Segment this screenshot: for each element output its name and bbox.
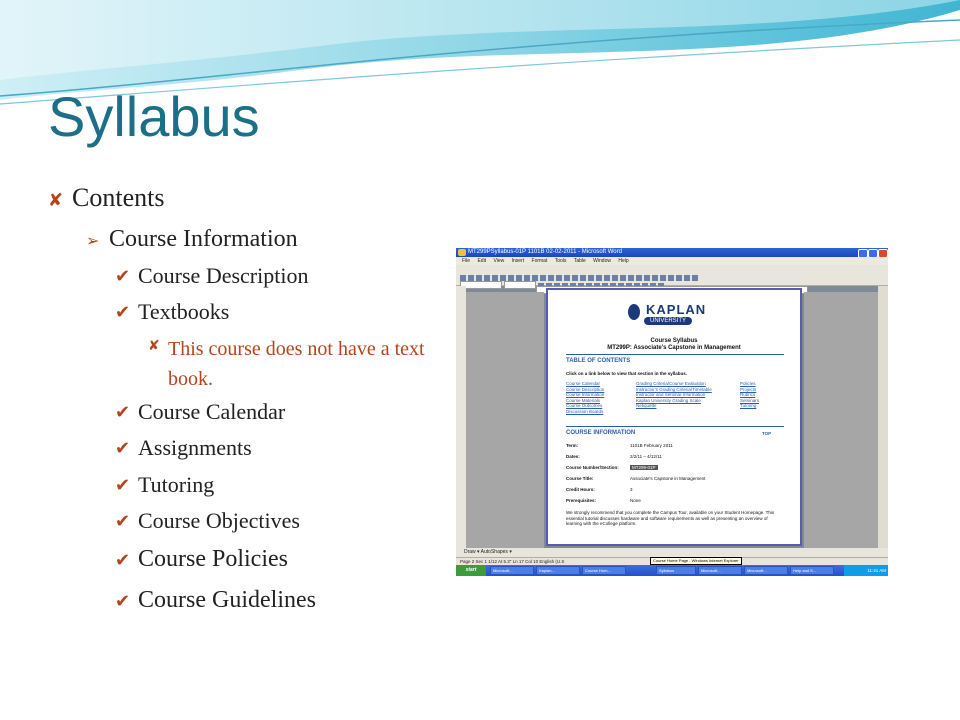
field-value: 3 [630, 487, 633, 492]
field-row [566, 443, 673, 448]
toc-link: Instructor and Seminar Information [636, 392, 706, 397]
divider [566, 426, 784, 427]
toc-link: Course Information [566, 392, 605, 397]
field-row [566, 454, 662, 459]
toc-link: Kaplan University Grading Scale [636, 397, 701, 403]
formatting-toolbar-icons [460, 276, 666, 282]
info-heading: COURSE INFORMATION [566, 430, 636, 436]
x-bullet-icon: ✘ [48, 190, 64, 211]
list-item: Textbooks [138, 299, 230, 324]
field-value: 1101B February 2011 [630, 443, 673, 448]
toc-heading: TABLE OF CONTENTS [566, 358, 631, 364]
menu-help: Help [618, 258, 629, 264]
menu-window: Window [593, 258, 611, 264]
x-bullet-icon: ✘ [148, 338, 160, 354]
toc-link: Course Materials [566, 397, 601, 403]
kaplan-logo [628, 300, 728, 330]
field-label: Course Title: [566, 476, 594, 481]
menu-tools: Tools [554, 258, 567, 264]
toc-column-3 [740, 381, 759, 409]
list-item: Assignments [138, 435, 252, 460]
list-item: Course Information [109, 226, 298, 252]
workspace-left [466, 292, 544, 548]
menu-view: View [493, 258, 505, 264]
toc-link: Course Description [566, 386, 605, 392]
field-value: Associate's Capstone in Management [630, 476, 706, 481]
check-bullet-icon: ✔ [115, 266, 131, 287]
field-row [566, 487, 633, 492]
toc-link: Grading Criteria/Course Evaluation [636, 381, 706, 386]
list-item: Contents [72, 183, 165, 212]
field-label: Course Number/Section: [566, 465, 619, 470]
toolbar-icons [460, 268, 700, 274]
field-row [566, 465, 658, 470]
menu-format: Format [531, 258, 548, 264]
toc-column-1 [566, 381, 604, 414]
window-title: MT299PSyllabus-01P 1101B 02-02-2011 - Microsoft Word [456, 248, 888, 257]
toc-link: Course Calendar [566, 381, 601, 386]
toc-link: Rubrics [740, 392, 756, 397]
slide-title: Syllabus [48, 85, 260, 148]
app-icon [458, 249, 466, 256]
logo-top-text: KAPLAN [646, 302, 707, 317]
system-clock: 11:41 AM [844, 565, 888, 576]
menu-edit: Edit [477, 258, 487, 264]
field-value: None [630, 498, 641, 503]
field-label: Dates: [566, 454, 580, 459]
vertical-ruler [456, 286, 466, 548]
doc-subtitle: MT299P: Associate's Capstone in Management [607, 345, 741, 351]
taskbar-item: Microsoft... [744, 566, 788, 575]
taskbar [456, 565, 888, 576]
word-document-screenshot [456, 248, 888, 576]
field-row [566, 476, 705, 481]
document-page [546, 288, 802, 546]
check-bullet-icon: ✔ [115, 550, 131, 571]
taskbar-item: Microsoft... [698, 566, 742, 575]
check-bullet-icon: ✔ [115, 475, 131, 496]
toc-link: Seminars [740, 397, 760, 403]
taskbar-item: Microsoft... [490, 566, 534, 575]
start-button: start [456, 565, 486, 576]
check-bullet-icon: ✔ [115, 438, 131, 459]
field-value: 2/2/11 – 4/12/11 [630, 454, 662, 459]
field-row [566, 498, 641, 503]
check-bullet-icon: ✔ [115, 402, 131, 423]
taskbar-tooltip: Course Home Page - Windows Internet Explorer [650, 557, 742, 565]
list-item: Course Guidelines [138, 587, 316, 613]
list-item: Course Description [138, 263, 309, 288]
field-label: Prerequisites: [566, 498, 597, 503]
list-item: Tutoring [138, 472, 215, 497]
workspace-right [804, 292, 878, 548]
toolbar [456, 265, 888, 286]
menu-file: File [462, 258, 471, 264]
toc-link: Policies [740, 381, 756, 386]
toc-instruction: Click on a link below to view that section in the syllabus. [566, 371, 688, 376]
toc-link: Projects [740, 386, 757, 392]
drawing-toolbar: Draw ▾ AutoShapes ▾ [456, 548, 888, 557]
menu-table: Table [573, 258, 586, 264]
toc-link: Tutoring [740, 403, 757, 408]
doc-title: Course Syllabus [650, 338, 698, 344]
toc-table [566, 381, 784, 415]
list-item: Course Objectives [138, 508, 300, 533]
list-item: Course Calendar [138, 399, 286, 424]
toc-column-2 [636, 381, 712, 409]
menu-bar [456, 257, 888, 265]
taskbar-item: Syllabus [656, 566, 696, 575]
taskbar-item: Kaplan... [536, 566, 580, 575]
field-label: Credit Hours: [566, 487, 595, 492]
arrow-bullet-icon: ➢ [86, 231, 100, 250]
list-item: Course Policies [138, 546, 288, 572]
toc-link: Discussion Boards [566, 408, 604, 414]
divider [566, 354, 784, 355]
check-bullet-icon: ✔ [115, 302, 131, 323]
toc-link: Course Outcomes [566, 403, 603, 408]
status-bar: Page 2 Sec 1 1/12 At 5.3" Ln 17 Col 10 English (U.S [456, 557, 888, 565]
toc-link: Netiquette [636, 403, 657, 408]
field-label: Term: [566, 443, 579, 448]
logo-bottom-text: UNIVERSITY [644, 317, 692, 325]
taskbar-item: Course Hom... [582, 566, 626, 575]
field-value: MT299-01P [632, 465, 656, 470]
menu-insert: Insert [511, 258, 525, 264]
toc-link: Instructor's Grading Criteria/Timetable [636, 386, 712, 392]
list-item: This course does not have a text book. [168, 338, 425, 390]
check-bullet-icon: ✔ [115, 511, 131, 532]
top-link: TOP [762, 431, 772, 436]
intro-paragraph: We strongly recommend that you complete the Campus Tour, available on your Student Homepage. This essential tutorial discusses hardware and software requirements as well as presenting an overview of learning with the eCollege platform. [566, 510, 775, 526]
taskbar-item: Help and S... [790, 566, 834, 575]
check-bullet-icon: ✔ [115, 591, 131, 612]
lightbulb-icon [628, 304, 640, 320]
vertical-scrollbar [878, 286, 888, 548]
